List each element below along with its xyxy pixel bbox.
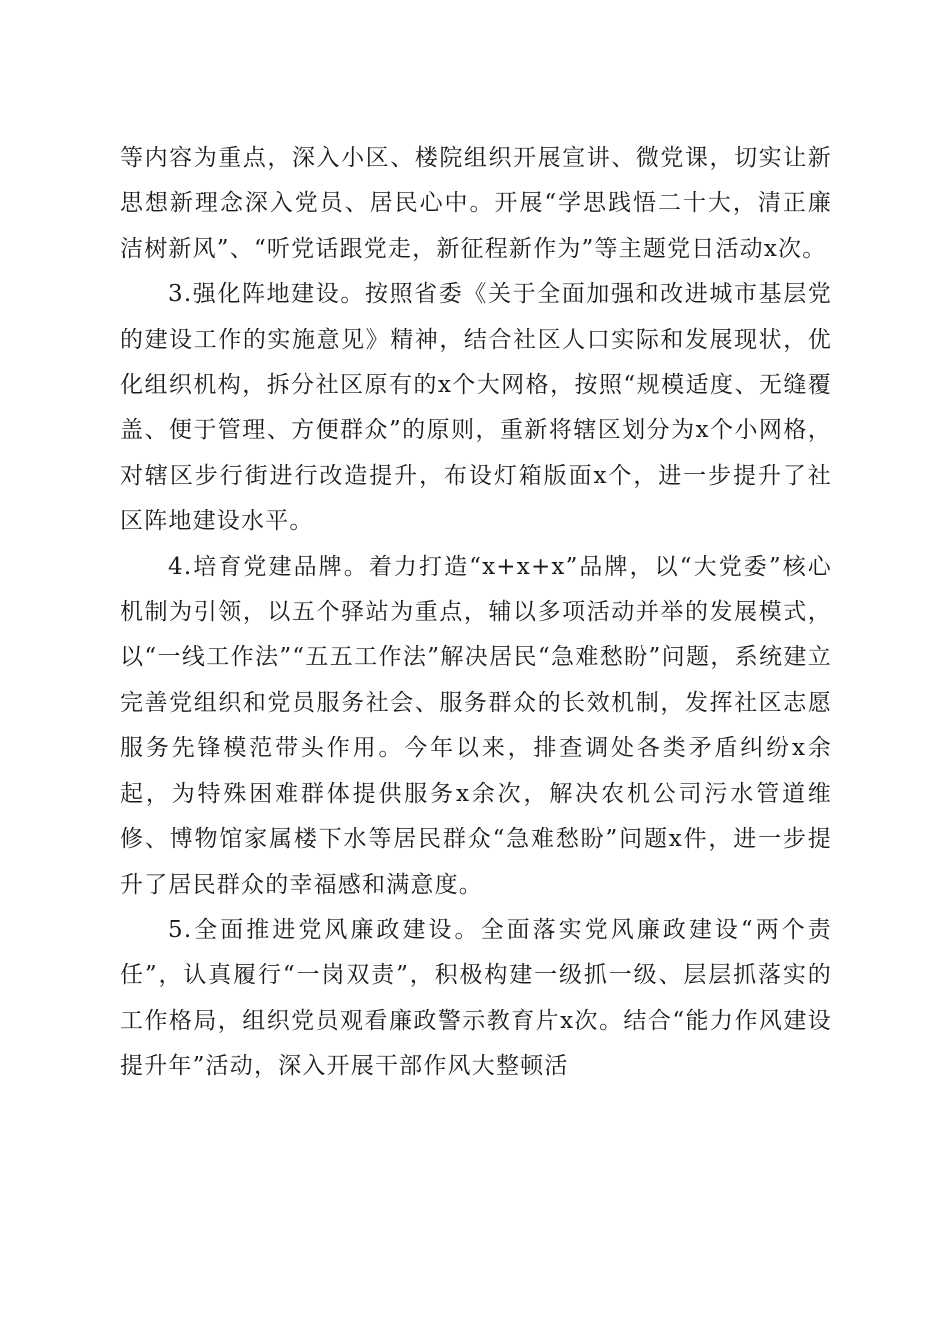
paragraph-item-3: 3.强化阵地建设。按照省委《关于全面加强和改进城市基层党的建设工作的实施意见》精神，结合社区人口实际和发展现状，优化组织机构，拆分社区原有的x个大网格，按照“规模适度、无缝覆盖、便于管理、方便群众”的原则，重新将辖区划分为x个小网格，对辖区步行街进行改造提升，布设灯箱版面x个，进一步提升了社区阵地建设水平。 <box>120 281 832 535</box>
paragraph-item-4: 4.培育党建品牌。着力打造“x+x+x”品牌，以“大党委”核心机制为引领，以五个驿站为重点，辅以多项活动并举的发展模式，以“一线工作法”“五五工作法”解决居民“急难愁盼”问题，系统建立完善党组织和党员服务社会、服务群众的长效机制，发挥社区志愿服务先锋模范带头作用。今年以来，排查调处各类矛盾纠纷x余起，为特殊困难群体提供服务x余次，解决农机公司污水管道维修、博物馆家属楼下水等居民群众“急难愁盼”问题x件，进一步提升了居民群众的幸福感和满意度。 <box>120 553 832 898</box>
paragraph-item-5: 5.全面推进党风廉政建设。全面落实党风廉政建设“两个责任”，认真履行“一岗双责”，积极构建一级抓一级、层层抓落实的工作格局，组织党员观看廉政警示教育片x次。结合“能力作风建设提升年”活动，深入开展干部作风大整顿活 <box>120 916 832 1080</box>
paragraph-continuation: 等内容为重点，深入小区、楼院组织开展宣讲、微党课，切实让新思想新理念深入党员、居民心中。开展“学思践悟二十大，清正廉洁树新风”、“听党话跟党走，新征程新作为”等主题党日活动x次。 <box>120 145 832 262</box>
body-text <box>120 136 832 1090</box>
